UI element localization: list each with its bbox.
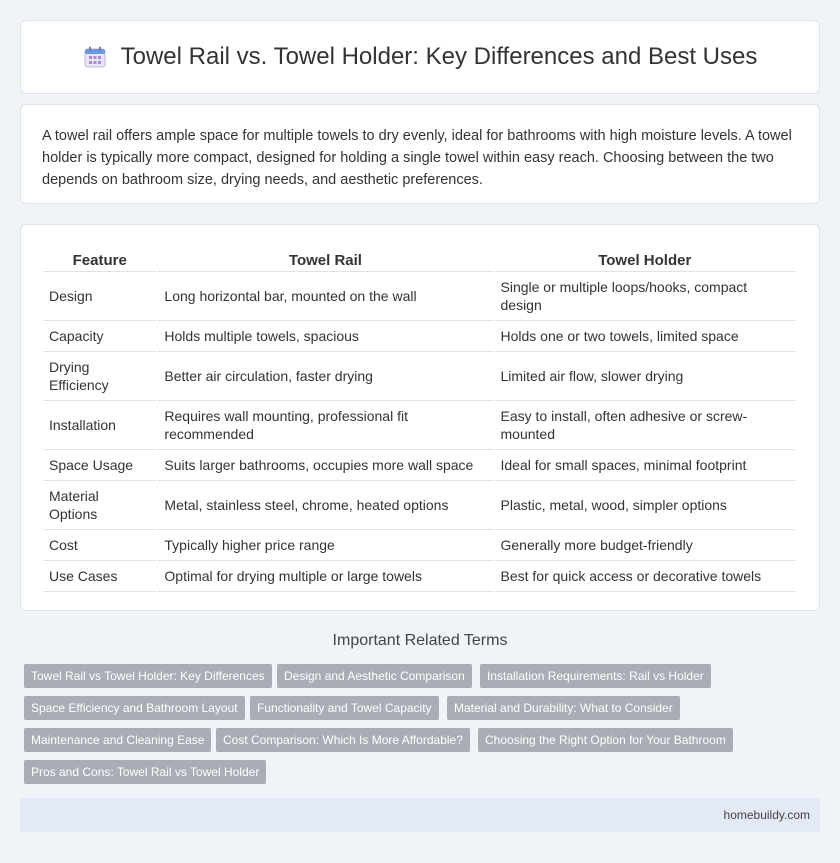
table-row bbox=[43, 481, 795, 530]
towel-holder-cell: Limited air flow, slower drying bbox=[495, 352, 796, 401]
related-term-tag[interactable]: Functionality and Towel Capacity bbox=[250, 696, 439, 720]
related-term-tag[interactable]: Installation Requirements: Rail vs Holder bbox=[480, 664, 711, 688]
towel-holder-cell: Holds one or two towels, limited space bbox=[495, 321, 796, 352]
table-row bbox=[43, 530, 795, 561]
feature-cell: Installation bbox=[43, 401, 156, 450]
calendar-icon bbox=[83, 45, 107, 69]
towel-holder-cell: Generally more budget-friendly bbox=[495, 530, 796, 561]
related-term-tag[interactable]: Towel Rail vs Towel Holder: Key Differences bbox=[24, 664, 272, 688]
towel-rail-cell: Typically higher price range bbox=[158, 530, 492, 561]
footer-site-link[interactable]: homebuildy.com bbox=[723, 808, 810, 822]
related-term-tag[interactable]: Maintenance and Cleaning Ease bbox=[24, 728, 211, 752]
feature-cell: Capacity bbox=[43, 321, 156, 352]
towel-rail-cell: Better air circulation, faster drying bbox=[158, 352, 492, 401]
table-row bbox=[43, 321, 795, 352]
towel-holder-cell: Easy to install, often adhesive or screw-mounted bbox=[495, 401, 796, 450]
related-term-tag[interactable]: Design and Aesthetic Comparison bbox=[277, 664, 472, 688]
related-term-tag[interactable]: Pros and Cons: Towel Rail vs Towel Holder bbox=[24, 760, 266, 784]
table-row bbox=[43, 450, 795, 481]
towel-holder-cell: Best for quick access or decorative towels bbox=[495, 561, 796, 592]
towel-rail-cell: Requires wall mounting, professional fit recommended bbox=[158, 401, 492, 450]
table-header-row bbox=[43, 245, 795, 272]
feature-cell: Space Usage bbox=[43, 450, 156, 481]
title-card bbox=[20, 20, 820, 94]
related-terms-title: Important Related Terms bbox=[332, 632, 508, 649]
related-term-tag[interactable]: Choosing the Right Option for Your Bathroom bbox=[478, 728, 733, 752]
towel-rail-cell: Suits larger bathrooms, occupies more wall space bbox=[158, 450, 492, 481]
intro-card bbox=[20, 104, 820, 204]
page-title: Towel Rail vs. Towel Holder: Key Differences and Best Uses bbox=[120, 43, 758, 70]
towel-rail-cell: Long horizontal bar, mounted on the wall bbox=[158, 272, 492, 321]
related-term-tag[interactable]: Cost Comparison: Which Is More Affordable? bbox=[216, 728, 470, 752]
table-card bbox=[20, 224, 820, 611]
feature-cell: Drying Efficiency bbox=[43, 352, 156, 401]
header-feature: Feature bbox=[43, 245, 156, 272]
table-row bbox=[43, 561, 795, 592]
table-row bbox=[43, 352, 795, 401]
table-row bbox=[43, 272, 795, 321]
feature-cell: Use Cases bbox=[43, 561, 156, 592]
feature-cell: Cost bbox=[43, 530, 156, 561]
towel-rail-cell: Optimal for drying multiple or large towels bbox=[158, 561, 492, 592]
towel-rail-cell: Holds multiple towels, spacious bbox=[158, 321, 492, 352]
comparison-table bbox=[41, 245, 797, 592]
feature-cell: Design bbox=[43, 272, 156, 321]
related-term-tag[interactable]: Space Efficiency and Bathroom Layout bbox=[24, 696, 245, 720]
towel-holder-cell: Single or multiple loops/hooks, compact design bbox=[495, 272, 796, 321]
related-term-tag[interactable]: Material and Durability: What to Consider bbox=[447, 696, 680, 720]
towel-holder-cell: Plastic, metal, wood, simpler options bbox=[495, 481, 796, 530]
footer bbox=[20, 798, 820, 832]
header-towel-holder: Towel Holder bbox=[495, 245, 796, 272]
table-row bbox=[43, 401, 795, 450]
intro-text: A towel rail offers ample space for multiple towels to dry evenly, ideal for bathrooms with high moisture levels. A towel holder is typically more compact, designed for holding a single towel within easy reach. Choosing between the two depends on bathroom size, drying needs, and aesthetic preferences. bbox=[42, 128, 792, 188]
header-towel-rail: Towel Rail bbox=[158, 245, 492, 272]
towel-holder-cell: Ideal for small spaces, minimal footprint bbox=[495, 450, 796, 481]
towel-rail-cell: Metal, stainless steel, chrome, heated options bbox=[158, 481, 492, 530]
feature-cell: Material Options bbox=[43, 481, 156, 530]
